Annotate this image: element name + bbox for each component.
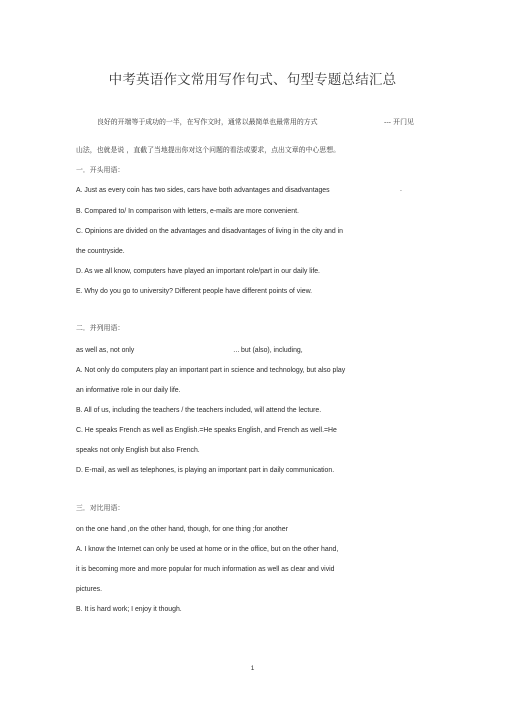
section-2-heading: 二．并列用语： bbox=[76, 324, 125, 332]
section-3-line-a3: pictures. bbox=[76, 586, 103, 593]
section-3-phrase: on the one hand ,on the other hand, though, for one thing ;for another bbox=[76, 526, 288, 533]
section-2-line-d: D. E-mail, as well as telephones, is playing an important part in daily communication. bbox=[76, 467, 335, 474]
section-1-line-d: D. As we all know, computers have played an important role/part in our daily life. bbox=[76, 268, 320, 275]
section-2-line-c2: speaks not only English but also French. bbox=[76, 447, 200, 454]
page-number: 1 bbox=[250, 665, 255, 672]
section-3-heading: 三．对比用语： bbox=[76, 504, 125, 512]
section-3-line-a2: it is becoming more and more popular for much information as well as clear and vivid bbox=[76, 566, 335, 573]
intro-line-1-tail: --- 开门见 bbox=[384, 118, 414, 126]
section-2-line-b: B. All of us, including the teachers / the teachers included, will attend the lecture. bbox=[76, 407, 322, 414]
section-2-line-c: C. He speaks French as well as English.=He speaks English, and French as well.=He bbox=[76, 427, 337, 434]
section-2-line-a: A. Not only do computers play an important part in science and technology, but also play bbox=[76, 367, 346, 374]
section-3-line-a: A. I know the Internet can only be used at home or in the office, but on the other hand, bbox=[76, 546, 339, 553]
section-1-line-c2: the countryside. bbox=[76, 248, 125, 255]
section-2-phrase-ellipsis: … bbox=[233, 347, 240, 354]
section-1-line-e: E. Why do you go to university? Different people have different points of view. bbox=[76, 288, 313, 295]
section-1-line-c: C. Opinions are divided on the advantages and disadvantages of living in the city and in bbox=[76, 228, 343, 235]
section-2-line-a2: an informative role in our daily life. bbox=[76, 387, 181, 394]
intro-line-2: 山法，也就是说 ，直截了当地提出你对这个问题的看法或要求，点出文章的中心思想。 bbox=[76, 146, 341, 154]
section-1-trailing-dot: . bbox=[400, 186, 402, 193]
section-1-line-a: A. Just as every coin has two sides, cars have both advantages and disadvantages bbox=[76, 187, 330, 194]
section-2-phrase-right: but (also), including, bbox=[241, 347, 303, 354]
section-1-line-b: B. Compared to/ In comparison with letters, e-mails are more convenient. bbox=[76, 208, 299, 215]
page-title: 中考英语作文常用写作句式、句型专题总结汇总 bbox=[108, 72, 397, 88]
section-2-phrase-left: as well as, not only bbox=[76, 347, 135, 354]
section-2-phrase-row bbox=[76, 346, 303, 355]
section-3-line-b: B. It is hard work; I enjoy it though. bbox=[76, 606, 182, 613]
intro-line-1-text: 良好的开端等于成功的一半，在写作文时，通常以最简单也最常用的方式 bbox=[97, 118, 318, 126]
intro-line-1 bbox=[97, 118, 414, 127]
section-1-heading: 一．开头用语： bbox=[76, 166, 125, 174]
